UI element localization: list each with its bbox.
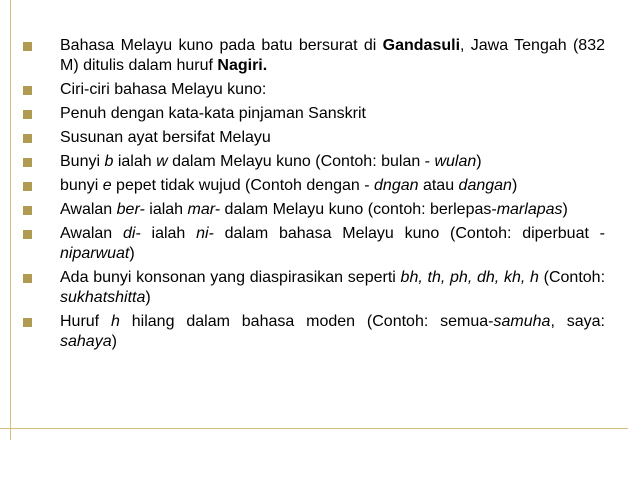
bold-text: Nagiri.	[217, 57, 268, 74]
text-run: (Contoh:	[538, 269, 606, 286]
bullet-text	[60, 81, 266, 98]
square-bullet-icon	[23, 134, 32, 143]
bullet-item	[23, 224, 605, 264]
text-run: )	[511, 177, 518, 194]
bullet-text	[60, 269, 605, 306]
text-run: )	[562, 201, 568, 218]
text-run: Bunyi	[60, 153, 105, 170]
text-run: bunyi	[60, 177, 103, 194]
bullet-text	[60, 225, 605, 262]
italic-text: dangan	[458, 177, 512, 194]
italic-text: marlapas	[496, 201, 563, 218]
italic-text: w	[156, 153, 168, 170]
text-run: )	[111, 333, 117, 350]
italic-text: wulan	[434, 153, 477, 170]
text-run: ialah	[113, 153, 157, 170]
italic-text: ber-	[116, 201, 145, 218]
bottom-horizontal-rule	[0, 428, 628, 429]
italic-text: sukhatshitta	[60, 289, 146, 306]
text-run: Awalan	[60, 225, 123, 242]
bullet-text	[60, 37, 605, 74]
bullet-text	[60, 201, 568, 218]
text-run: ialah	[144, 201, 188, 218]
bullet-text	[60, 153, 482, 170]
italic-text: b	[104, 153, 114, 170]
square-bullet-icon	[23, 318, 32, 327]
square-bullet-icon	[23, 110, 32, 119]
text-run: Penuh dengan kata-kata pinjaman Sanskrit	[60, 105, 366, 122]
bullet-text	[60, 313, 605, 350]
bullet-item	[23, 36, 605, 76]
italic-text: dngan	[374, 177, 419, 194]
italic-text: sahaya	[60, 333, 112, 350]
italic-text: niparwuat	[60, 245, 130, 262]
text-run: Awalan	[60, 201, 117, 218]
square-bullet-icon	[23, 182, 32, 191]
bullet-item	[23, 152, 605, 172]
bullet-item	[23, 312, 605, 352]
text-run: ialah	[140, 225, 197, 242]
square-bullet-icon	[23, 86, 32, 95]
bullet-item	[23, 104, 605, 124]
italic-text: h	[111, 313, 120, 330]
square-bullet-icon	[23, 230, 32, 239]
text-run: pepet tidak wujud (Contoh dengan -	[111, 177, 375, 194]
text-run: )	[145, 289, 151, 306]
text-run: atau	[418, 177, 459, 194]
text-run: , Jawa Tengah (832 M) ditulis dalam huruf	[60, 37, 605, 74]
bullet-text	[60, 129, 271, 146]
text-run: Susunan ayat bersifat Melayu	[60, 129, 271, 146]
text-run: , saya:	[550, 313, 605, 330]
bullet-list	[23, 36, 605, 356]
square-bullet-icon	[23, 206, 32, 215]
italic-text: samuha	[493, 313, 551, 330]
text-run: Huruf	[60, 313, 111, 330]
bullet-text	[60, 105, 366, 122]
text-run: dalam Melayu kuno (Contoh: bulan -	[167, 153, 435, 170]
text-run: Ada bunyi konsonan yang diaspirasikan seperti	[60, 269, 401, 286]
bullet-item	[23, 200, 605, 220]
square-bullet-icon	[23, 158, 32, 167]
text-run: hilang dalam bahasa moden (Contoh: semua-	[119, 313, 494, 330]
bullet-text	[60, 177, 517, 194]
text-run: dalam bahasa Melayu kuno (Contoh: diperbuat -	[213, 225, 606, 242]
bullet-item	[23, 128, 605, 148]
bullet-item	[23, 176, 605, 196]
text-run: dalam Melayu kuno (contoh: berlepas-	[220, 201, 497, 218]
text-run: Ciri-ciri bahasa Melayu kuno:	[60, 81, 267, 98]
square-bullet-icon	[23, 274, 32, 283]
italic-text: mar-	[187, 201, 221, 218]
italic-text: ni-	[196, 225, 214, 242]
bullet-item	[23, 268, 605, 308]
italic-text: bh, th, ph, dh, kh, h	[400, 269, 539, 286]
italic-text: e	[102, 177, 112, 194]
text-run: )	[476, 153, 482, 170]
left-vertical-rule	[10, 0, 11, 440]
italic-text: di-	[122, 225, 141, 242]
text-run: Bahasa Melayu kuno pada batu bersurat di	[60, 37, 383, 54]
bold-text: Gandasuli	[382, 37, 461, 54]
text-run: )	[129, 245, 135, 262]
square-bullet-icon	[23, 42, 32, 51]
bullet-item	[23, 80, 605, 100]
